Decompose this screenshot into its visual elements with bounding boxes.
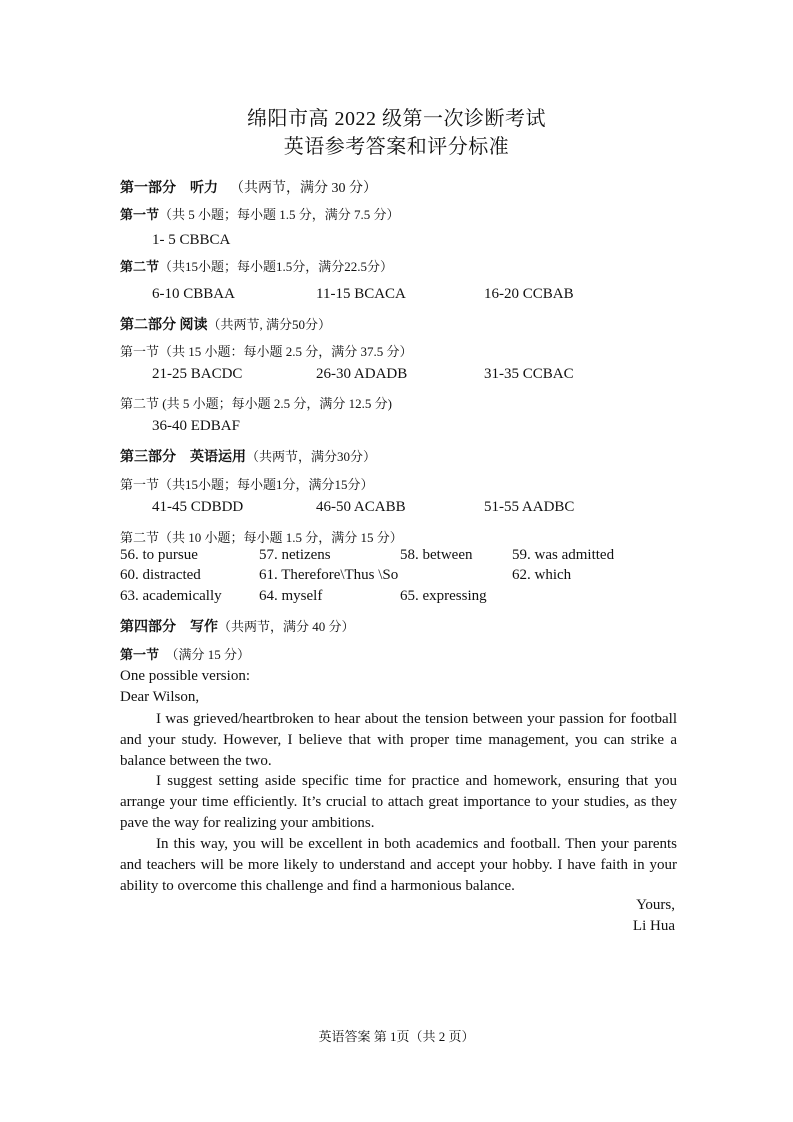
answer-64: 64. myself: [259, 588, 323, 604]
part3-section1-heading: 第一节（共15小题；每小题1分，满分15分）: [120, 477, 374, 492]
part1-heading-label: 第一部分 听力: [120, 181, 218, 196]
part2-section1-heading: 第一节（共 15 小题：每小题 2.5 分，满分 37.5 分）: [120, 344, 413, 359]
page-footer: 英语答案 第 1页（共 2 页）: [318, 1029, 475, 1044]
essay-paragraph-3: In this way, you will be excellent in both academics and football. Then your parents and teachers will be more likely to understand and accept your hobby. I have faith in your ability to overcome this challenge and find a harmonious balance.: [120, 836, 677, 894]
part3-heading-label: 第三部分 英语运用: [120, 450, 246, 465]
part1-section1-label: 第一节: [120, 207, 160, 222]
answer-65: 65. expressing: [400, 588, 487, 604]
answer-62: 62. which: [512, 567, 572, 583]
part3-heading-detail: （共两节，满分30分）: [246, 449, 377, 464]
answer-63: 63. academically: [120, 588, 222, 604]
part2-heading-detail: （共两节, 满分50分）: [207, 317, 332, 332]
part2-heading-label: 第二部分 阅读: [120, 318, 208, 333]
answer-16-20: 16-20 CCBAB: [484, 286, 574, 302]
part4-heading: [120, 616, 355, 636]
part4-section1-label: 第一节: [120, 647, 160, 662]
answer-36-40: 36-40 EDBAF: [152, 418, 240, 434]
part2-section2-heading: 第二节 (共 5 小题；每小题 2.5 分，满分 12.5 分): [120, 396, 392, 411]
answer-11-15: 11-15 BCACA: [316, 286, 406, 302]
part1-section2-heading: [120, 256, 393, 275]
answer-57: 57. netizens: [259, 547, 331, 563]
answer-56: 56. to pursue: [120, 547, 198, 563]
part4-heading-label: 第四部分 写作: [120, 620, 218, 635]
essay-paragraph-1: I was grieved/heartbroken to hear about the tension between your passion for football and your study. However, I believe that with proper time management, you can strike a balance between the two.: [120, 711, 677, 769]
part4-section1-heading: [120, 644, 250, 663]
answer-61: 61. Therefore\Thus \So: [259, 567, 399, 583]
answer-41-45: 41-45 CDBDD: [152, 499, 244, 515]
answer-51-55: 51-55 AADBC: [484, 499, 575, 515]
part3-section2-heading: 第二节（共 10 小题；每小题 1.5 分，满分 15 分）: [120, 530, 403, 545]
answer-46-50: 46-50 ACABB: [316, 499, 406, 515]
essay-intro: One possible version:: [120, 668, 250, 684]
answer-59: 59. was admitted: [512, 547, 615, 563]
answer-1-5: 1- 5 CBBCA: [152, 232, 231, 248]
part1-section2-detail: （共15小题；每小题1.5分，满分22.5分）: [159, 259, 394, 274]
part1-section1-heading: [120, 204, 400, 223]
answer-21-25: 21-25 BACDC: [152, 366, 243, 382]
essay-paragraph-2: I suggest setting aside specific time for practice and homework, ensuring that you arrange your time efficiently. It’s crucial to attach great importance to your studies, as they pave the way for realizing your ambitions.: [120, 773, 677, 831]
part1-section2-label: 第二节: [120, 259, 160, 274]
part4-heading-detail: （共两节，满分 40 分）: [218, 619, 355, 634]
title-line-1: 绵阳市高 2022 级第一次诊断考试: [247, 108, 546, 130]
essay-signature: Li Hua: [632, 918, 675, 934]
part1-heading: [120, 177, 377, 197]
part2-heading: [120, 314, 331, 334]
part4-section1-detail: （满分 15 分）: [159, 647, 251, 662]
answer-60: 60. distracted: [120, 567, 201, 583]
answer-58: 58. between: [400, 547, 473, 563]
essay-closing: Yours,: [636, 897, 675, 913]
answer-31-35: 31-35 CCBAC: [484, 366, 574, 382]
part1-heading-detail: （共两节，满分 30 分）: [230, 181, 377, 196]
essay-salutation: Dear Wilson,: [120, 689, 200, 705]
part3-heading: [120, 446, 376, 466]
part1-section1-detail: （共 5 小题；每小题 1.5 分，满分 7.5 分）: [159, 207, 400, 222]
title-line-2: 英语参考答案和评分标准: [283, 136, 510, 158]
answer-26-30: 26-30 ADADB: [316, 366, 408, 382]
answer-6-10: 6-10 CBBAA: [152, 286, 235, 302]
